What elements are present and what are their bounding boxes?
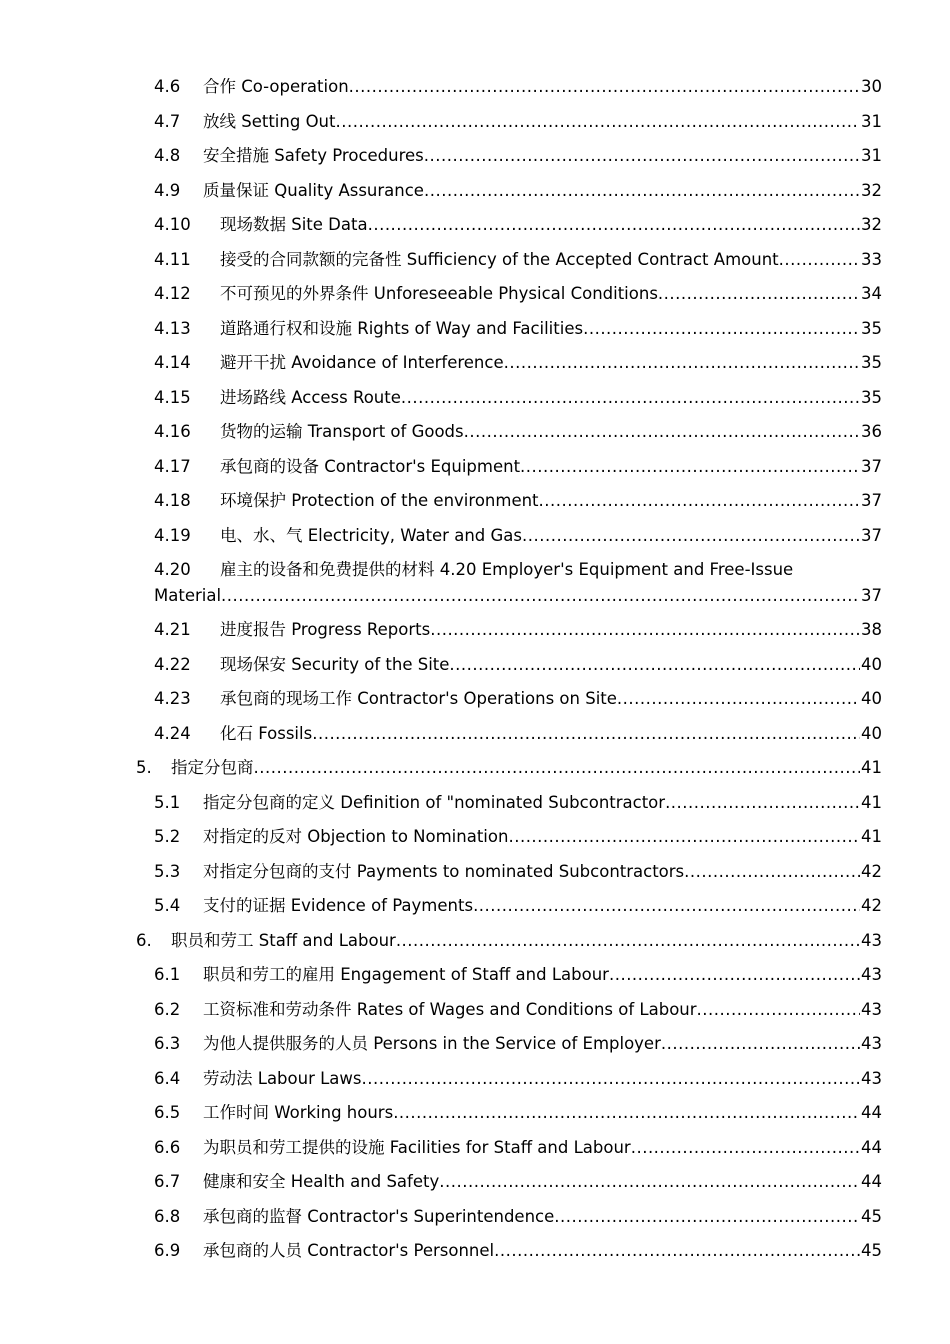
toc-entry-page: 37 <box>861 525 882 545</box>
dot-leader <box>522 519 860 554</box>
toc-entry-number: 4.16 <box>154 422 191 441</box>
dot-leader <box>539 484 860 519</box>
dot-leader <box>349 70 860 105</box>
toc-entry-page: 43 <box>861 965 882 984</box>
toc-entry-page: 31 <box>861 111 882 131</box>
toc-entry-page: 43 <box>861 999 882 1019</box>
toc-entry-title: 承包商的人员 Contractor's Personnel <box>203 1241 495 1260</box>
toc-entry-title: 雇主的设备和免费提供的材料 4.20 Employer's Equipment and Free-Issue <box>220 560 794 579</box>
toc-entry-page: 33 <box>861 249 882 269</box>
dot-leader <box>362 1062 861 1097</box>
dot-leader <box>221 579 860 614</box>
toc-entry[interactable] <box>0 1234 950 1269</box>
toc-entry-title: 支付的证据 Evidence of Payments <box>203 896 474 915</box>
toc-entry-page: 44 <box>861 1172 882 1191</box>
toc-entry-title: 环境保护 Protection of the environment <box>220 491 539 510</box>
dot-leader <box>368 208 860 243</box>
toc-entry-page: 45 <box>861 1206 882 1226</box>
toc-entry-number: 5.2 <box>154 827 181 846</box>
toc-entry-number: 4.14 <box>154 353 191 372</box>
toc-entry-title: 合作 Co-operation <box>203 77 349 96</box>
table-of-contents <box>0 70 950 1269</box>
dot-leader <box>401 381 860 416</box>
toc-entry-number: 4.18 <box>154 491 191 510</box>
toc-entry-title: 职员和劳工 Staff and Labour <box>171 930 396 950</box>
toc-entry[interactable] <box>0 450 950 485</box>
toc-entry[interactable] <box>0 277 950 312</box>
toc-entry-number: 6.4 <box>154 1068 181 1088</box>
toc-entry[interactable] <box>0 855 950 890</box>
toc-entry[interactable] <box>0 70 950 105</box>
toc-entry-page: 45 <box>861 1241 882 1260</box>
toc-entry[interactable] <box>0 682 950 717</box>
toc-entry-number: 6.5 <box>154 1103 181 1122</box>
toc-entry-number: 6.2 <box>154 999 181 1019</box>
toc-entry-number: 6.6 <box>154 1137 181 1157</box>
toc-entry[interactable] <box>0 1096 950 1131</box>
toc-entry-page: 40 <box>861 654 882 674</box>
toc-entry-number: 6.1 <box>154 965 181 984</box>
toc-entry[interactable] <box>0 1062 950 1097</box>
toc-entry-page: 37 <box>861 586 882 605</box>
toc-entry[interactable] <box>0 786 950 821</box>
toc-entry[interactable] <box>0 519 950 554</box>
dot-leader <box>424 139 860 174</box>
toc-entry-title: 对指定的反对 Objection to Nomination <box>203 827 509 846</box>
toc-entry-page: 37 <box>861 491 882 510</box>
toc-chapter-entry[interactable] <box>0 751 950 786</box>
toc-entry[interactable] <box>0 1131 950 1166</box>
toc-entry-title: 质量保证 Quality Assurance <box>203 180 424 200</box>
toc-entry-page: 30 <box>861 77 882 96</box>
dot-leader <box>464 415 860 450</box>
toc-entry[interactable] <box>0 648 950 683</box>
toc-entry-page: 43 <box>861 1034 882 1053</box>
dot-leader <box>684 855 860 890</box>
toc-entry-page: 31 <box>861 146 882 165</box>
toc-entry-number: 4.22 <box>154 654 191 674</box>
toc-entry-page: 41 <box>861 758 882 777</box>
toc-entry-title: 现场数据 Site Data <box>220 215 368 234</box>
toc-entry-title: 为他人提供服务的人员 Persons in the Service of Employer <box>203 1034 661 1053</box>
toc-entry-page: 32 <box>861 180 882 200</box>
toc-entry-title: 安全措施 Safety Procedures <box>203 146 424 165</box>
toc-entry[interactable] <box>0 1200 950 1235</box>
toc-entry[interactable] <box>0 613 950 648</box>
dot-leader <box>508 820 860 855</box>
toc-entry-page: 35 <box>861 353 882 372</box>
toc-entry-number: 4.20 <box>154 560 191 579</box>
toc-entry-title: 指定分包商 <box>171 758 254 777</box>
toc-entry-page: 42 <box>861 896 882 915</box>
toc-entry-title: 工作时间 Working hours <box>203 1103 394 1122</box>
toc-entry-title: 货物的运输 Transport of Goods <box>220 422 464 441</box>
dot-leader <box>779 243 860 278</box>
toc-entry-title: 进度报告 Progress Reports <box>220 620 431 639</box>
toc-entry-number: 4.23 <box>154 689 191 708</box>
toc-entry-number: 6.9 <box>154 1241 181 1260</box>
toc-entry-title: 承包商的现场工作 Contractor's Operations on Site <box>220 689 617 708</box>
toc-entry[interactable] <box>0 553 950 613</box>
dot-leader <box>609 958 860 993</box>
toc-entry[interactable] <box>0 174 950 209</box>
toc-entry-page: 37 <box>861 456 882 476</box>
toc-entry-title: 指定分包商的定义 Definition of "nominated Subcontractor <box>203 792 666 812</box>
dot-leader <box>661 1027 860 1062</box>
toc-entry-number: 4.11 <box>154 249 191 269</box>
dot-leader <box>554 1200 860 1235</box>
toc-entry[interactable] <box>0 139 950 174</box>
toc-entry-page: 43 <box>861 930 882 950</box>
dot-leader <box>631 1131 860 1166</box>
dot-leader <box>335 105 860 140</box>
toc-entry[interactable] <box>0 958 950 993</box>
toc-entry-title: 健康和安全 Health and Safety <box>203 1172 440 1191</box>
toc-entry-page: 43 <box>861 1068 882 1088</box>
toc-entry-title: 工资标准和劳动条件 Rates of Wages and Conditions of Labour <box>203 999 697 1019</box>
toc-entry-number: 4.8 <box>154 146 181 165</box>
toc-entry-page: 35 <box>861 318 882 338</box>
toc-entry-title: 承包商的设备 Contractor's Equipment <box>220 456 521 476</box>
dot-leader <box>504 346 860 381</box>
toc-entry[interactable] <box>0 993 950 1028</box>
toc-entry-number: 4.13 <box>154 318 191 338</box>
dot-leader <box>424 174 860 209</box>
toc-entry-title: 避开干扰 Avoidance of Interference <box>220 353 504 372</box>
toc-entry-number: 5.3 <box>154 861 181 881</box>
toc-entry[interactable] <box>0 415 950 450</box>
toc-entry-page: 34 <box>861 284 882 303</box>
toc-entry-page: 41 <box>861 827 882 846</box>
toc-entry-number: 4.9 <box>154 180 181 200</box>
toc-entry[interactable] <box>0 717 950 752</box>
toc-entry-number: 4.7 <box>154 111 181 131</box>
toc-entry-title: 化石 Fossils <box>220 723 313 743</box>
toc-entry-title: 接受的合同款额的完备性 Sufficiency of the Accepted Contract Amount <box>220 249 779 269</box>
toc-entry-title: 道路通行权和设施 Rights of Way and Facilities <box>220 318 584 338</box>
dot-leader <box>430 613 860 648</box>
toc-entry-number: 5.4 <box>154 896 181 915</box>
dot-leader <box>494 1234 860 1269</box>
toc-entry[interactable] <box>0 105 950 140</box>
toc-entry-number: 4.15 <box>154 387 191 407</box>
toc-entry-number: 4.6 <box>154 77 181 96</box>
toc-entry-title: 为职员和劳工提供的设施 Facilities for Staff and Labour <box>203 1137 631 1157</box>
toc-entry-number: 6.7 <box>154 1172 181 1191</box>
toc-entry-title: 不可预见的外界条件 Unforeseeable Physical Conditions <box>220 284 658 303</box>
toc-chapter-entry[interactable] <box>0 924 950 959</box>
dot-leader <box>312 717 860 752</box>
toc-entry-page: 32 <box>861 215 882 234</box>
toc-entry-number: 4.17 <box>154 456 191 476</box>
toc-entry-number: 6.3 <box>154 1034 181 1053</box>
toc-entry[interactable] <box>0 208 950 243</box>
dot-leader <box>439 1165 860 1200</box>
toc-entry-page: 35 <box>861 387 882 407</box>
toc-entry-number: 6. <box>136 930 152 950</box>
toc-entry-title: 承包商的监督 Contractor's Superintendence <box>203 1206 555 1226</box>
toc-entry-page: 41 <box>861 792 882 812</box>
toc-entry[interactable] <box>0 312 950 347</box>
toc-entry[interactable] <box>0 381 950 416</box>
toc-entry-page: 42 <box>861 861 882 881</box>
toc-entry-number: 4.10 <box>154 215 191 234</box>
toc-entry-page: 36 <box>861 422 882 441</box>
toc-entry-title: 职员和劳工的雇用 Engagement of Staff and Labour <box>203 965 609 984</box>
toc-entry-title: 劳动法 Labour Laws <box>203 1068 362 1088</box>
toc-entry-title: 放线 Setting Out <box>203 111 336 131</box>
dot-leader <box>665 786 860 821</box>
toc-entry[interactable] <box>0 243 950 278</box>
toc-entry-title: 对指定分包商的支付 Payments to nominated Subcontractors <box>203 861 685 881</box>
toc-entry-number: 5. <box>136 758 152 777</box>
toc-entry[interactable] <box>0 346 950 381</box>
dot-leader <box>658 277 860 312</box>
toc-entry-page: 44 <box>861 1137 882 1157</box>
dot-leader <box>449 648 860 683</box>
toc-entry-page: 44 <box>861 1103 882 1122</box>
toc-entry[interactable] <box>0 484 950 519</box>
toc-entry-page: 40 <box>861 689 882 708</box>
toc-entry-number: 4.12 <box>154 284 191 303</box>
toc-entry-number: 4.19 <box>154 525 191 545</box>
toc-entry-page: 38 <box>861 620 882 639</box>
dot-leader <box>520 450 860 485</box>
toc-entry[interactable] <box>0 820 950 855</box>
toc-entry-title: 电、水、气 Electricity, Water and Gas <box>220 525 522 545</box>
dot-leader <box>396 924 860 959</box>
toc-entry-number: 5.1 <box>154 792 181 812</box>
toc-entry-number: 4.21 <box>154 620 191 639</box>
toc-entry-title: 进场路线 Access Route <box>220 387 401 407</box>
dot-leader <box>617 682 860 717</box>
toc-entry-number: 4.24 <box>154 723 191 743</box>
toc-entry[interactable] <box>0 1027 950 1062</box>
toc-entry-title: 现场保安 Security of the Site <box>220 654 450 674</box>
dot-leader <box>697 993 860 1028</box>
dot-leader <box>583 312 860 347</box>
toc-entry-title-continued: Material <box>154 586 222 605</box>
toc-entry[interactable] <box>0 1165 950 1200</box>
dot-leader <box>473 889 860 924</box>
toc-entry-number: 6.8 <box>154 1206 181 1226</box>
dot-leader <box>254 751 861 786</box>
toc-entry-page: 40 <box>861 723 882 743</box>
toc-entry[interactable] <box>0 889 950 924</box>
dot-leader <box>393 1096 860 1131</box>
